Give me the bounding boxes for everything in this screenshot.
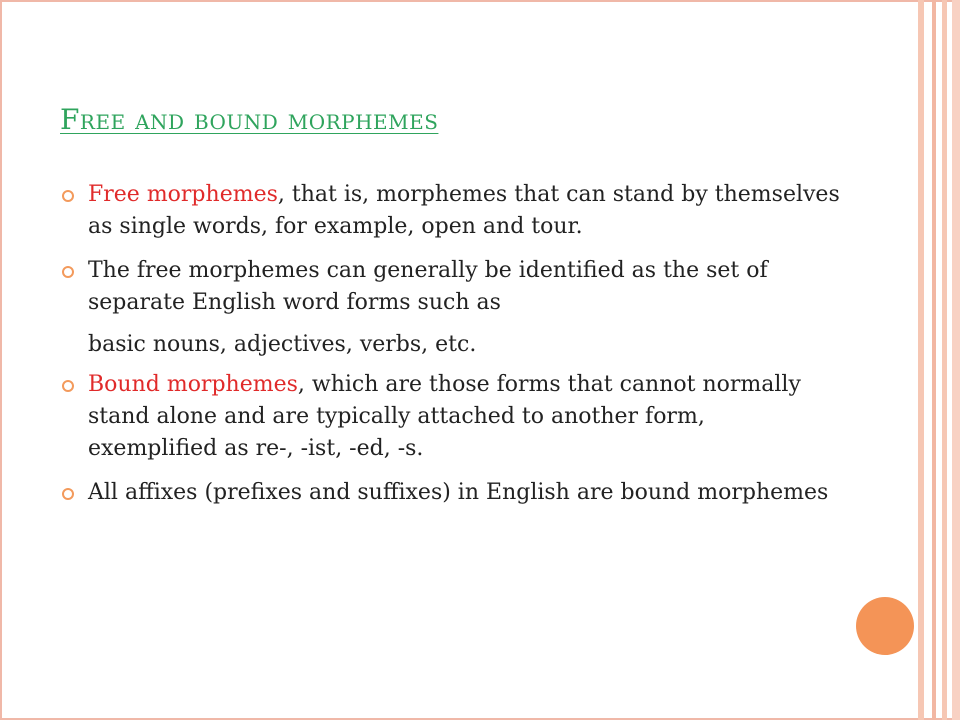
bullet-circle-icon: [62, 488, 74, 500]
term-label: Free morphemes: [88, 182, 278, 207]
bullet-item: [60, 179, 840, 243]
slide-title: Free and bound morphemes: [60, 103, 439, 136]
slide-content: [60, 179, 840, 521]
bullet-text: All affixes (prefixes and suffixes) in English are bound morphemes: [88, 480, 829, 505]
term-label: Bound morphemes: [88, 372, 298, 397]
bullet-text: , that is, morphemes that can stand by themselves as single words, for example, open and tour.: [88, 182, 840, 239]
bullet-circle-icon: [62, 266, 74, 278]
decorative-right-bar: [942, 0, 947, 720]
bullet-item: [60, 369, 840, 465]
bullet-text: , which are those forms that cannot normally stand alone and are typically attached to another form, exemplified as re-, -ist, -ed, -s.: [88, 372, 801, 461]
decorative-right-bar: [932, 0, 936, 720]
decorative-right-bar: [952, 0, 960, 720]
bullet-item: [60, 255, 840, 319]
decorative-right-bar: [918, 0, 924, 720]
decorative-orange-circle: [856, 597, 914, 655]
bullet-text: The free morphemes can generally be identified as the set of separate English word forms such as: [88, 258, 768, 315]
bullet-item: [60, 477, 840, 509]
bullet-circle-icon: [62, 190, 74, 202]
bullet-circle-icon: [62, 380, 74, 392]
bullet-continuation-text: basic nouns, adjectives, verbs, etc.: [88, 332, 477, 357]
